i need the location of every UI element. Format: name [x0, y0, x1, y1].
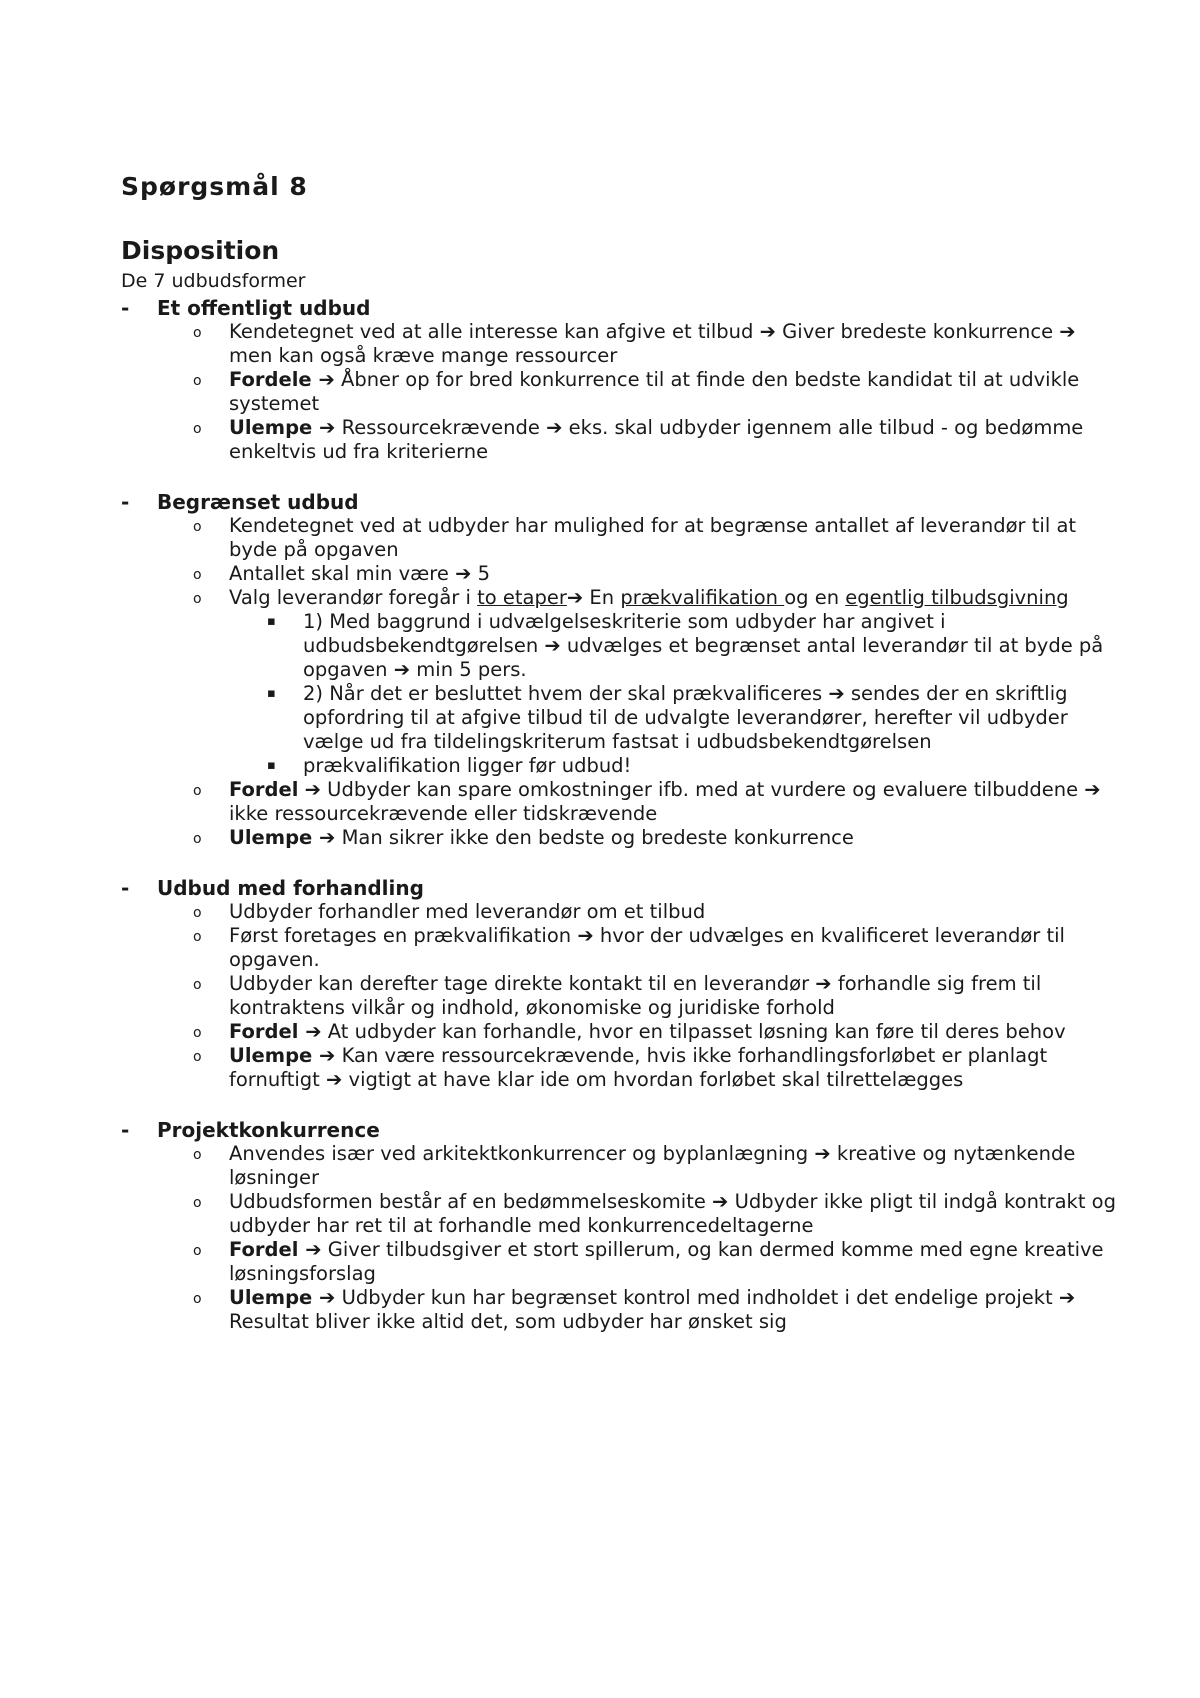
circle-bullet-icon: o: [193, 373, 202, 389]
text: Ressourcekrævende: [335, 416, 547, 439]
arrow-icon: ➔: [815, 972, 832, 995]
dash-bullet: -: [121, 490, 130, 514]
text: Udbyder forhandler med leverandør om et tilbud: [229, 900, 706, 923]
text: og en: [784, 586, 846, 609]
arrow-icon: ➔: [1059, 320, 1076, 343]
section-offentligt-udbud: [121, 296, 1121, 464]
text: Udbyder ikke pligt til indgå kontrakt og udbyder har ret til at forhandle med konkurrencedeltagerne: [229, 1190, 1116, 1237]
circle-bullet-icon: o: [193, 1025, 202, 1041]
list-item: [121, 778, 1121, 826]
text: Udbyder kan spare omkostninger ifb. med at vurdere og evaluere tilbuddene: [320, 778, 1085, 801]
arrow-icon: ➔: [393, 658, 411, 681]
arrow-icon: ➔: [546, 416, 563, 439]
arrow-icon: ➔: [455, 562, 472, 585]
arrow-icon: ➔: [1084, 778, 1101, 801]
list-item: [121, 514, 1121, 562]
list-item: [121, 900, 1121, 924]
list-item: [121, 924, 1121, 972]
arrow-icon: ➔: [759, 320, 776, 343]
text: Kendetegnet ved at udbyder har mulighed for at begrænse antallet af leverandør til at byde på opgaven: [229, 514, 1077, 561]
item-label: Ulempe: [229, 416, 320, 439]
arrow-icon: ➔: [566, 586, 584, 609]
arrow-icon: ➔: [828, 682, 845, 705]
item-label: Ulempe: [229, 1044, 320, 1067]
sub-list-item: [121, 682, 1121, 754]
item-label: Fordel: [229, 778, 299, 801]
sections: [121, 296, 1121, 1360]
circle-bullet-icon: o: [193, 567, 202, 583]
list-item: [121, 1286, 1121, 1334]
list-item: [121, 826, 1121, 850]
arrow-icon: ➔: [319, 1286, 336, 1309]
text: En: [583, 586, 621, 609]
underlined-text: to etaper: [477, 586, 567, 609]
circle-bullet-icon: o: [193, 831, 202, 847]
text: Først foretages en prækvalifikation: [229, 924, 578, 947]
text: Anvendes især ved arkitektkonkurrencer og byplanlægning: [229, 1142, 815, 1165]
page-title: Spørgsmål 8: [121, 172, 308, 201]
circle-bullet-icon: o: [193, 1291, 202, 1307]
text: 2) Når det er besluttet hvem der skal prækvalificeres: [303, 682, 829, 705]
dash-bullet: -: [121, 296, 130, 320]
circle-bullet-icon: o: [193, 591, 202, 607]
list-item: [121, 972, 1121, 1020]
text: Giver bredeste konkurrence: [775, 320, 1060, 343]
text: Valg leverandør foregår i: [229, 586, 478, 609]
circle-bullet-icon: o: [193, 1147, 202, 1163]
text: Åbner op for bred konkurrence til at finde den bedste kandidat til at udvikle systemet: [229, 368, 1080, 415]
sub-list-item: [121, 754, 1121, 778]
text: min 5 pers.: [410, 658, 527, 681]
circle-bullet-icon: o: [193, 783, 202, 799]
square-bullet-icon: ▪: [267, 614, 276, 629]
text: eks. skal udbyder igennem alle tilbud - og bedømme enkeltvis ud fra kriterierne: [229, 416, 1084, 463]
text: Antallet skal min være: [229, 562, 456, 585]
underlined-text: prækvalifikation: [620, 586, 785, 609]
dash-bullet: -: [121, 876, 130, 900]
circle-bullet-icon: o: [193, 421, 202, 437]
square-bullet-icon: ▪: [267, 758, 276, 773]
item-label: Ulempe: [229, 1286, 320, 1309]
circle-bullet-icon: o: [193, 325, 202, 341]
arrow-icon: ➔: [305, 1238, 322, 1261]
arrow-icon: ➔: [577, 924, 594, 947]
arrow-icon: ➔: [326, 1068, 343, 1091]
text: Resultat bliver ikke altid det, som udbyder har ønsket sig: [229, 1310, 787, 1333]
arrow-icon: ➔: [319, 1044, 336, 1067]
text: vigtigt at have klar ide om hvordan forløbet skal tilrettelægges: [342, 1068, 964, 1091]
section-heading: [121, 296, 1121, 320]
circle-bullet-icon: o: [193, 1243, 202, 1259]
intro-text: De 7 udbudsformer: [121, 270, 306, 292]
section-title: Disposition: [121, 236, 280, 265]
list-item: [121, 1238, 1121, 1286]
section-heading-text: Et offentligt udbud: [157, 296, 371, 320]
text: sendes der en skriftlig opfordring til at afgive tilbud til de udvalgte leverandører, herefter vil udbyder vælge ud fra tildelingskriterum fastsat i udbudsbekendtgørelsen: [303, 682, 1068, 753]
section-heading: [121, 490, 1121, 514]
section-heading-text: Begrænset udbud: [157, 490, 359, 514]
arrow-icon: ➔: [544, 634, 561, 657]
text: udvælges et begrænset antal leverandør til at byde på opgaven: [303, 634, 1104, 681]
section-heading-text: Projektkonkurrence: [157, 1118, 380, 1142]
section-heading-text: Udbud med forhandling: [157, 876, 424, 900]
sub-list-item: [121, 610, 1121, 682]
list-item: [121, 416, 1121, 464]
list-item: [121, 1020, 1121, 1044]
circle-bullet-icon: o: [193, 929, 202, 945]
text: 1) Med baggrund i udvælgelseskriterie som udbyder har angivet i udbudsbekendtgørelsen: [303, 610, 946, 657]
text: At udbyder kan forhandle, hvor en tilpasset løsning kan føre til deres behov: [321, 1020, 1066, 1043]
arrow-icon: ➔: [319, 826, 336, 849]
text: kreative og nytænkende løsninger: [229, 1142, 1076, 1189]
arrow-icon: ➔: [1058, 1286, 1076, 1309]
text: forhandle sig frem til kontraktens vilkår og indhold, økonomiske og juridiske forhold: [229, 972, 1042, 1019]
underlined-text: egentlig tilbudsgivning: [845, 586, 1069, 609]
section-udbud-med-forhandling: [121, 876, 1121, 1092]
text: Man sikrer ikke den bedste og bredeste konkurrence: [335, 826, 854, 849]
list-item: [121, 562, 1121, 586]
item-label: Fordel: [229, 1238, 306, 1261]
text: Udbudsformen består af en bedømmelseskomite: [229, 1190, 713, 1213]
item-label: Ulempe: [229, 826, 320, 849]
arrow-icon: ➔: [318, 368, 335, 391]
circle-bullet-icon: o: [193, 1195, 202, 1211]
arrow-icon: ➔: [319, 416, 336, 439]
text: Udbyder kan derefter tage direkte kontakt til en leverandør: [229, 972, 816, 995]
section-heading: [121, 1118, 1121, 1142]
section-begraenset-udbud: [121, 490, 1121, 850]
text: men kan også kræve mange ressourcer: [229, 344, 618, 367]
text: 5: [471, 562, 491, 585]
item-label: Fordele: [229, 368, 319, 391]
text: Kan være ressourcekrævende, hvis ikke forhandlingsforløbet er planlagt fornuftigt: [229, 1044, 1048, 1091]
arrow-icon: ➔: [814, 1142, 831, 1165]
circle-bullet-icon: o: [193, 1049, 202, 1065]
list-item: [121, 368, 1121, 416]
text: Udbyder kun har begrænset kontrol med indholdet i det endelige projekt: [335, 1286, 1059, 1309]
list-item: [121, 320, 1121, 368]
text: Kendetegnet ved at alle interesse kan afgive et tilbud: [229, 320, 760, 343]
section-projektkonkurrence: [121, 1118, 1121, 1334]
arrow-icon: ➔: [305, 1020, 322, 1043]
text: ikke ressourcekrævende eller tidskrævende: [229, 802, 658, 825]
list-item: [121, 1044, 1121, 1092]
list-item: [121, 1142, 1121, 1190]
dash-bullet: -: [121, 1118, 130, 1142]
square-bullet-icon: ▪: [267, 686, 276, 701]
circle-bullet-icon: o: [193, 519, 202, 535]
text: Giver tilbudsgiver et stort spillerum, og kan dermed komme med egne kreative løsningsforslag: [229, 1238, 1104, 1285]
arrow-icon: ➔: [712, 1190, 729, 1213]
circle-bullet-icon: o: [193, 905, 202, 921]
text: hvor der udvælges en kvalificeret leverandør til opgaven.: [229, 924, 1065, 971]
circle-bullet-icon: o: [193, 977, 202, 993]
list-item: [121, 1190, 1121, 1238]
list-item: [121, 586, 1121, 610]
item-label: Fordel: [229, 1020, 306, 1043]
section-heading: [121, 876, 1121, 900]
text: prækvalifikation ligger før udbud!: [303, 754, 632, 777]
arrow-icon: ➔: [304, 778, 321, 801]
